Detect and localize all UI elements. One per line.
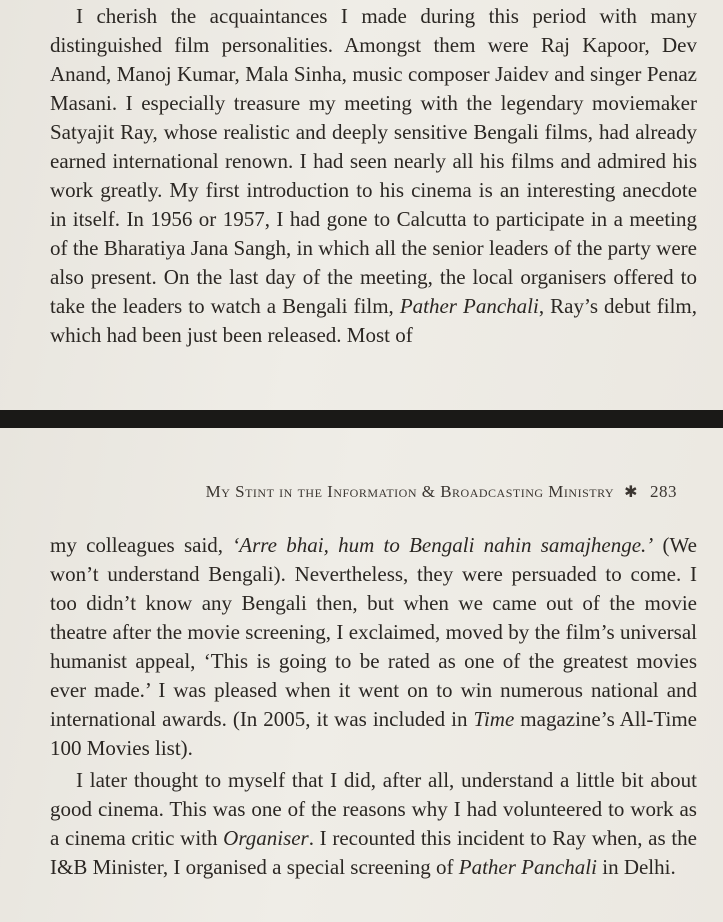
text-line: All-Time 100 Movies list). — [50, 707, 697, 760]
text-line: to work as a cinema critic with — [50, 797, 697, 850]
text-line: theatre after the movie screening, I exclaimed, moved by the film’s universal — [50, 620, 697, 644]
text-line: in Delhi. — [596, 855, 676, 879]
italic-magazine-time: Time — [473, 707, 515, 731]
text-line: and international awards. (In 2005, it was included in — [50, 678, 698, 731]
text-line: anecdote in itself. In 1956 or 1957, I had gone to Calcutta to participate — [50, 178, 698, 231]
text-line: of the party were also present. On the last day of the meeting, the local — [50, 236, 697, 289]
text-line: organisers offered to take the leaders to watch a Bengali film, — [50, 265, 697, 318]
text-line: my colleagues said, — [50, 533, 233, 557]
paragraph-bottom-2 — [50, 766, 697, 882]
text-line: earned international renown. I had seen nearly all his films and admired — [50, 149, 667, 173]
paragraph-bottom-1 — [50, 531, 697, 763]
text-line: Masani. I especially treasure my meeting with the legendary moviemaker — [50, 91, 697, 115]
text-line: (We — [653, 533, 697, 557]
text-line: magazine’s — [514, 707, 615, 731]
running-header — [50, 482, 677, 502]
text-line: in a meeting of the Bharatiya Jana Sangh, in which all the senior leaders — [50, 207, 697, 260]
text-line: . I recounted this incident to — [308, 826, 547, 850]
text-line: won’t understand Bengali). Nevertheless, they were persuaded to come. I — [50, 562, 697, 586]
asterisk-separator-icon: ✱ — [624, 484, 638, 501]
running-title: My Stint in the Information & Broadcasting Ministry — [205, 482, 615, 501]
text-line: Anand, Manoj Kumar, Mala Sinha, music composer Jaidev and singer Penaz — [50, 62, 697, 86]
text-line: his work greatly. My first introduction to his cinema is an interesting — [50, 149, 698, 202]
text-line: ever made.’ I was pleased when it went on to win numerous national — [50, 678, 659, 702]
text-line: I cherish the acquaintances I made during this period with many — [76, 4, 697, 28]
text-line: about good cinema. This was one of the reasons why I had volunteered — [50, 768, 698, 821]
italic-title-pather: Pather — [399, 294, 457, 318]
text-line: , Ray’s debut film, which had been just been released. Most of — [50, 294, 697, 347]
text-line: Satyajit Ray, whose realistic and deeply sensitive Bengali films, had already — [50, 120, 697, 144]
italic-title-pather: Pather — [458, 855, 516, 879]
italic-quote: ‘Arre bhai, hum to Bengali nahin samajhenge.’ — [232, 533, 654, 557]
text-line: I later thought to myself that I did, after all, understand a little bit — [76, 768, 644, 792]
text-line: humanist appeal, ‘This is going to be rated as one of the greatest movies — [50, 649, 697, 673]
top-page — [0, 0, 723, 410]
text-line: Ray when, as the I&B Minister, I organised a special screening of — [50, 826, 697, 879]
text-line: distinguished film personalities. Amongst them were Raj Kapoor, Dev — [50, 33, 697, 57]
italic-title-panchali: Panchali — [463, 294, 539, 318]
paragraph-top — [50, 2, 697, 350]
page-number: 283 — [650, 482, 677, 501]
text-line: too didn’t know any Bengali then, but when we came out of the movie — [50, 591, 697, 615]
italic-title-panchali: Panchali — [521, 855, 597, 879]
italic-organiser: Organiser — [223, 826, 309, 850]
